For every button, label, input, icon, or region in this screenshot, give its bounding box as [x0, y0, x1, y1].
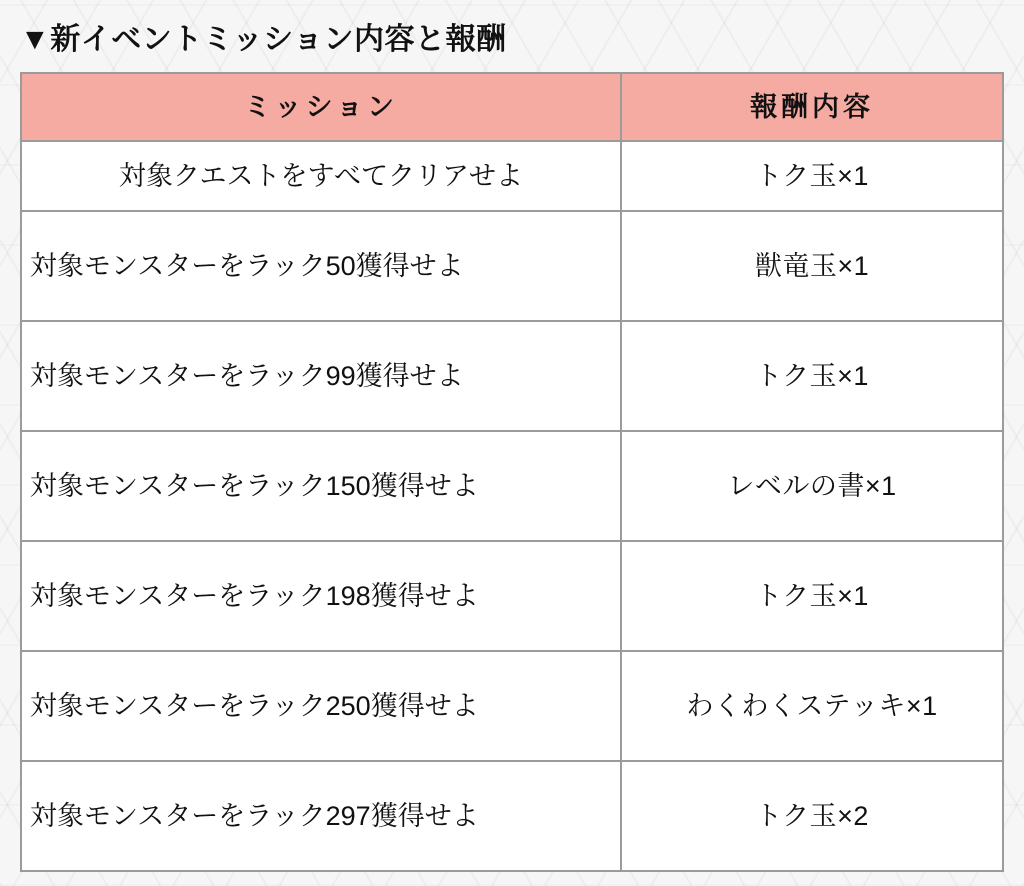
table-row [21, 651, 1003, 761]
table-row [21, 541, 1003, 651]
table-row [21, 141, 1003, 211]
mission-text: 対象モンスターをラック99獲得せよ [21, 321, 621, 431]
table-header-row [21, 73, 1003, 141]
mission-reward-table [20, 72, 1004, 872]
table-row [21, 431, 1003, 541]
table-row [21, 211, 1003, 321]
table-body [21, 141, 1003, 871]
table-row [21, 321, 1003, 431]
mission-text: 対象モンスターをラック250獲得せよ [21, 651, 621, 761]
reward-text: トク玉×1 [621, 141, 1003, 211]
mission-text: 対象クエストをすべてクリアせよ [21, 141, 621, 211]
reward-text: レベルの書×1 [621, 431, 1003, 541]
reward-text: トク玉×1 [621, 321, 1003, 431]
reward-text: トク玉×1 [621, 541, 1003, 651]
mission-text: 対象モンスターをラック50獲得せよ [21, 211, 621, 321]
column-header-reward: 報酬内容 [621, 73, 1003, 141]
table-row [21, 761, 1003, 871]
mission-text: 対象モンスターをラック198獲得せよ [21, 541, 621, 651]
page-title: ▼新イベントミッション内容と報酬 [20, 23, 507, 56]
mission-text: 対象モンスターをラック150獲得せよ [21, 431, 621, 541]
reward-text: トク玉×2 [621, 761, 1003, 871]
column-header-mission: ミッション [21, 73, 621, 141]
mission-text: 対象モンスターをラック297獲得せよ [21, 761, 621, 871]
reward-text: 獣竜玉×1 [621, 211, 1003, 321]
table-header [21, 73, 1003, 141]
reward-text: わくわくステッキ×1 [621, 651, 1003, 761]
